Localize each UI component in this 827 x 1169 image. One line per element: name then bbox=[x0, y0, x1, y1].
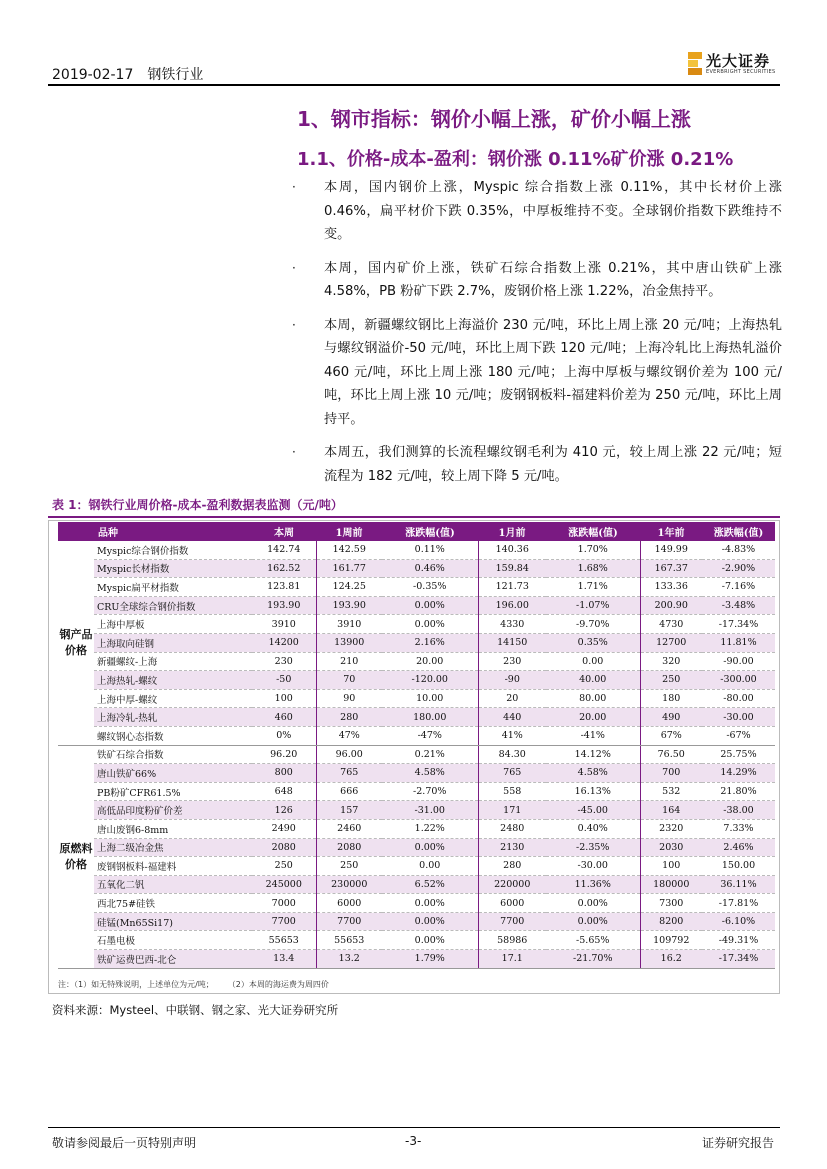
value-cell: 4730 bbox=[640, 615, 702, 634]
value-cell: 3910 bbox=[252, 615, 316, 634]
value-cell: 123.81 bbox=[252, 578, 316, 597]
col-header: 涨跌幅(值) bbox=[702, 522, 775, 541]
row-name-cell: 唐山废钢6-8mm bbox=[94, 819, 252, 838]
value-cell: 157 bbox=[316, 801, 382, 820]
value-cell: 6.52% bbox=[382, 875, 478, 894]
value-cell: 159.84 bbox=[478, 559, 546, 578]
row-name-cell: 铁矿运费巴西-北仑 bbox=[94, 950, 252, 969]
value-cell: 800 bbox=[252, 764, 316, 783]
value-cell: 100 bbox=[252, 689, 316, 708]
value-cell: -2.35% bbox=[546, 838, 640, 857]
value-cell: 36.11% bbox=[702, 875, 775, 894]
value-cell: 532 bbox=[640, 782, 702, 801]
row-name-cell: 硅锰(Mn65Si17) bbox=[94, 912, 252, 931]
value-cell: 230000 bbox=[316, 875, 382, 894]
bullet-dot-icon: · bbox=[292, 445, 296, 459]
value-cell: 76.50 bbox=[640, 745, 702, 764]
value-cell: 1.70% bbox=[546, 541, 640, 559]
value-cell: -67% bbox=[702, 726, 775, 745]
page-number: -3- bbox=[405, 1134, 422, 1148]
row-name-cell: 上海热轧-螺纹 bbox=[94, 671, 252, 690]
bullet-list bbox=[292, 176, 782, 498]
report-date: 2019-02-17 bbox=[52, 67, 134, 83]
value-cell: 0.00% bbox=[382, 838, 478, 857]
value-cell: 140.36 bbox=[478, 541, 546, 559]
value-cell: 14.12% bbox=[546, 745, 640, 764]
value-cell: 7700 bbox=[316, 912, 382, 931]
group-label: 钢产品价格 bbox=[58, 541, 94, 745]
value-cell: 4.58% bbox=[546, 764, 640, 783]
value-cell: 84.30 bbox=[478, 745, 546, 764]
value-cell: 90 bbox=[316, 689, 382, 708]
row-name-cell: 上海中厚-螺纹 bbox=[94, 689, 252, 708]
value-cell: 96.20 bbox=[252, 745, 316, 764]
value-cell: -17.34% bbox=[702, 615, 775, 634]
value-cell: -7.16% bbox=[702, 578, 775, 597]
col-header: 品种 bbox=[58, 522, 252, 541]
value-cell: 4.58% bbox=[382, 764, 478, 783]
value-cell: 0.00 bbox=[546, 652, 640, 671]
bullet-text: 本周，国内矿价上涨，铁矿石综合指数上涨 0.21%，其中唐山铁矿上涨 4.58%，PB 粉矿下跌 2.7%，废钢价格上涨 1.22%，冶金焦持平。 bbox=[324, 260, 782, 299]
value-cell: -3.48% bbox=[702, 596, 775, 615]
value-cell: 14200 bbox=[252, 633, 316, 652]
row-name-cell: Myspic扁平材指数 bbox=[94, 578, 252, 597]
value-cell: 210 bbox=[316, 652, 382, 671]
value-cell: 21.80% bbox=[702, 782, 775, 801]
value-cell: 161.77 bbox=[316, 559, 382, 578]
table-row bbox=[58, 838, 775, 857]
value-cell: 648 bbox=[252, 782, 316, 801]
value-cell: 0.00% bbox=[382, 596, 478, 615]
value-cell: 10.00 bbox=[382, 689, 478, 708]
value-cell: 70 bbox=[316, 671, 382, 690]
value-cell: -90.00 bbox=[702, 652, 775, 671]
value-cell: 67% bbox=[640, 726, 702, 745]
table-row bbox=[58, 950, 775, 969]
table-row bbox=[58, 615, 775, 634]
value-cell: 765 bbox=[316, 764, 382, 783]
value-cell: 11.81% bbox=[702, 633, 775, 652]
page-header bbox=[52, 64, 203, 84]
table-row bbox=[58, 782, 775, 801]
table-row bbox=[58, 633, 775, 652]
value-cell: 230 bbox=[478, 652, 546, 671]
value-cell: 0.00% bbox=[546, 894, 640, 913]
table-row bbox=[58, 559, 775, 578]
note-2: （2）本周的海运费为周四价 bbox=[231, 980, 329, 989]
value-cell: 20.00 bbox=[546, 708, 640, 727]
value-cell: 0.46% bbox=[382, 559, 478, 578]
value-cell: -50 bbox=[252, 671, 316, 690]
value-cell: 0.35% bbox=[546, 633, 640, 652]
value-cell: 167.37 bbox=[640, 559, 702, 578]
value-cell: 17.1 bbox=[478, 950, 546, 969]
row-name-cell: 铁矿石综合指数 bbox=[94, 745, 252, 764]
value-cell: 4330 bbox=[478, 615, 546, 634]
table-row bbox=[58, 726, 775, 745]
group-label: 原燃料价格 bbox=[58, 745, 94, 968]
value-cell: 320 bbox=[640, 652, 702, 671]
col-header: 本周 bbox=[252, 522, 316, 541]
row-name-cell: PB粉矿CFR61.5% bbox=[94, 782, 252, 801]
value-cell: 0% bbox=[252, 726, 316, 745]
value-cell: 41% bbox=[478, 726, 546, 745]
header-rule bbox=[48, 84, 780, 86]
table-caption: 表 1：钢铁行业周价格-成本-盈利数据表监测（元/吨） bbox=[52, 498, 343, 512]
table-row bbox=[58, 931, 775, 950]
footer-report-type: 证券研究报告 bbox=[702, 1136, 775, 1150]
value-cell: 0.00% bbox=[382, 912, 478, 931]
bullet-dot-icon: · bbox=[292, 260, 296, 275]
value-cell: 2480 bbox=[478, 819, 546, 838]
table-row bbox=[58, 541, 775, 559]
value-cell: -0.35% bbox=[382, 578, 478, 597]
value-cell: 126 bbox=[252, 801, 316, 820]
logo-en: EVERBRIGHT SECURITIES bbox=[706, 69, 776, 75]
value-cell: 558 bbox=[478, 782, 546, 801]
table-row bbox=[58, 764, 775, 783]
value-cell: 7.33% bbox=[702, 819, 775, 838]
price-cost-table bbox=[58, 522, 775, 969]
value-cell: 55653 bbox=[252, 931, 316, 950]
value-cell: 700 bbox=[640, 764, 702, 783]
value-cell: 2130 bbox=[478, 838, 546, 857]
value-cell: 124.25 bbox=[316, 578, 382, 597]
section-heading: 1、钢市指标：钢价小幅上涨，矿价小幅上涨 bbox=[297, 107, 691, 131]
value-cell: -21.70% bbox=[546, 950, 640, 969]
value-cell: 1.71% bbox=[546, 578, 640, 597]
table-row bbox=[58, 857, 775, 876]
value-cell: 6000 bbox=[316, 894, 382, 913]
value-cell: 180000 bbox=[640, 875, 702, 894]
bullet-dot-icon: · bbox=[292, 180, 296, 194]
value-cell: -49.31% bbox=[702, 931, 775, 950]
value-cell: 14150 bbox=[478, 633, 546, 652]
table-body bbox=[58, 541, 775, 968]
value-cell: 133.36 bbox=[640, 578, 702, 597]
value-cell: 1.79% bbox=[382, 950, 478, 969]
note-1: 注：（1）如无特殊说明，上述单位为元/吨； bbox=[58, 980, 214, 989]
value-cell: 8200 bbox=[640, 912, 702, 931]
table-header-row bbox=[58, 522, 775, 541]
value-cell: 280 bbox=[316, 708, 382, 727]
value-cell: 16.13% bbox=[546, 782, 640, 801]
value-cell: 121.73 bbox=[478, 578, 546, 597]
value-cell: 6000 bbox=[478, 894, 546, 913]
value-cell: 7700 bbox=[478, 912, 546, 931]
value-cell: 440 bbox=[478, 708, 546, 727]
value-cell: -80.00 bbox=[702, 689, 775, 708]
bullet-text: 本周，国内钢价上涨，Myspic 综合指数上涨 0.11%，其中长材价上涨 0.46%，扁平材价下跌 0.35%，中厚板维持不变。全球钢价指数下跌维持不变。 bbox=[324, 180, 782, 242]
row-name-cell: 上海冷轧-热轧 bbox=[94, 708, 252, 727]
value-cell: -47% bbox=[382, 726, 478, 745]
value-cell: 196.00 bbox=[478, 596, 546, 615]
source-line: 资料来源：Mysteel、中联钢、钢之家、光大证券研究所 bbox=[52, 1003, 339, 1017]
row-name-cell: 高低品印度粉矿价差 bbox=[94, 801, 252, 820]
value-cell: 11.36% bbox=[546, 875, 640, 894]
value-cell: 13.4 bbox=[252, 950, 316, 969]
value-cell: 0.00% bbox=[382, 615, 478, 634]
bullet-text: 本周，新疆螺纹钢比上海溢价 230 元/吨，环比上周上涨 20 元/吨；上海热轧与螺纹钢溢价-50 元/吨，环比上周下跌 120 元/吨；上海冷轧比上海热轧溢价 460 元/吨，环比上周上涨 180 元/吨；上海中厚板与螺纹钢价差为 100 元/吨，环比上周上涨 10 元/吨；废钢钢板料-福建料价差为 250 元/吨，环比上周持平。 bbox=[324, 317, 782, 427]
footer-disclaimer: 敬请参阅最后一页特别声明 bbox=[52, 1136, 197, 1150]
value-cell: -1.07% bbox=[546, 596, 640, 615]
table-row bbox=[58, 671, 775, 690]
value-cell: 100 bbox=[640, 857, 702, 876]
value-cell: 171 bbox=[478, 801, 546, 820]
caption-rule bbox=[48, 516, 780, 518]
bullet-dot-icon: · bbox=[292, 317, 296, 332]
industry-label: 钢铁行业 bbox=[147, 67, 204, 83]
value-cell: -30.00 bbox=[702, 708, 775, 727]
value-cell: 3910 bbox=[316, 615, 382, 634]
table-row bbox=[58, 689, 775, 708]
table-row bbox=[58, 819, 775, 838]
value-cell: 142.74 bbox=[252, 541, 316, 559]
value-cell: -17.34% bbox=[702, 950, 775, 969]
row-name-cell: CRU全球综合钢价指数 bbox=[94, 596, 252, 615]
col-header: 涨跌幅(值) bbox=[546, 522, 640, 541]
value-cell: -300.00 bbox=[702, 671, 775, 690]
value-cell: 250 bbox=[640, 671, 702, 690]
row-name-cell: 废钢钢板料-福建料 bbox=[94, 857, 252, 876]
value-cell: 25.75% bbox=[702, 745, 775, 764]
value-cell: 0.00% bbox=[382, 894, 478, 913]
value-cell: 150.00 bbox=[702, 857, 775, 876]
value-cell: 80.00 bbox=[546, 689, 640, 708]
bullet-item bbox=[292, 176, 782, 247]
value-cell: 490 bbox=[640, 708, 702, 727]
value-cell: 180.00 bbox=[382, 708, 478, 727]
value-cell: 0.21% bbox=[382, 745, 478, 764]
value-cell: 220000 bbox=[478, 875, 546, 894]
value-cell: 2.46% bbox=[702, 838, 775, 857]
value-cell: 164 bbox=[640, 801, 702, 820]
value-cell: 2460 bbox=[316, 819, 382, 838]
row-name-cell: 石墨电极 bbox=[94, 931, 252, 950]
value-cell: 250 bbox=[252, 857, 316, 876]
value-cell: 12700 bbox=[640, 633, 702, 652]
bullet-item bbox=[292, 257, 782, 304]
value-cell: 162.52 bbox=[252, 559, 316, 578]
value-cell: -4.83% bbox=[702, 541, 775, 559]
value-cell: 13.2 bbox=[316, 950, 382, 969]
value-cell: -5.65% bbox=[546, 931, 640, 950]
value-cell: -9.70% bbox=[546, 615, 640, 634]
value-cell: 0.11% bbox=[382, 541, 478, 559]
value-cell: 200.90 bbox=[640, 596, 702, 615]
value-cell: 1.68% bbox=[546, 559, 640, 578]
row-name-cell: 五氧化二钒 bbox=[94, 875, 252, 894]
table-row bbox=[58, 708, 775, 727]
table-row bbox=[58, 912, 775, 931]
everbright-logo bbox=[688, 52, 775, 76]
value-cell: 245000 bbox=[252, 875, 316, 894]
value-cell: -31.00 bbox=[382, 801, 478, 820]
value-cell: -90 bbox=[478, 671, 546, 690]
logo-mark-icon bbox=[688, 52, 702, 76]
value-cell: 2320 bbox=[640, 819, 702, 838]
table-row bbox=[58, 894, 775, 913]
logo-cn: 光大证券 bbox=[706, 52, 771, 70]
value-cell: 250 bbox=[316, 857, 382, 876]
value-cell: 20.00 bbox=[382, 652, 478, 671]
row-name-cell: 上海取向硅钢 bbox=[94, 633, 252, 652]
value-cell: -30.00 bbox=[546, 857, 640, 876]
col-header: 1年前 bbox=[640, 522, 702, 541]
value-cell: 7300 bbox=[640, 894, 702, 913]
value-cell: 193.90 bbox=[316, 596, 382, 615]
subsection-heading: 1.1、价格-成本-盈利：钢价涨 0.11%矿价涨 0.21% bbox=[297, 149, 734, 170]
value-cell: 142.59 bbox=[316, 541, 382, 559]
value-cell: 96.00 bbox=[316, 745, 382, 764]
col-header: 涨跌幅(值) bbox=[382, 522, 478, 541]
value-cell: 1.22% bbox=[382, 819, 478, 838]
table-row bbox=[58, 745, 775, 764]
value-cell: 280 bbox=[478, 857, 546, 876]
value-cell: 0.00% bbox=[382, 931, 478, 950]
value-cell: 55653 bbox=[316, 931, 382, 950]
table-row bbox=[58, 578, 775, 597]
value-cell: 109792 bbox=[640, 931, 702, 950]
value-cell: 7700 bbox=[252, 912, 316, 931]
row-name-cell: Myspic综合钢价指数 bbox=[94, 541, 252, 559]
value-cell: -120.00 bbox=[382, 671, 478, 690]
value-cell: 2490 bbox=[252, 819, 316, 838]
value-cell: 16.2 bbox=[640, 950, 702, 969]
bullet-item bbox=[292, 441, 782, 488]
value-cell: 14.29% bbox=[702, 764, 775, 783]
footer-rule bbox=[48, 1127, 780, 1128]
row-name-cell: 新疆螺纹-上海 bbox=[94, 652, 252, 671]
value-cell: 58986 bbox=[478, 931, 546, 950]
row-name-cell: 上海二级冶金焦 bbox=[94, 838, 252, 857]
value-cell: 40.00 bbox=[546, 671, 640, 690]
col-header: 1周前 bbox=[316, 522, 382, 541]
row-name-cell: 上海中厚板 bbox=[94, 615, 252, 634]
value-cell: 20 bbox=[478, 689, 546, 708]
table-row bbox=[58, 801, 775, 820]
bullet-text: 本周五，我们测算的长流程螺纹钢毛利为 410 元，较上周上涨 22 元/吨；短流程为 182 元/吨，较上周下降 5 元/吨。 bbox=[324, 445, 782, 484]
bullet-item bbox=[292, 314, 782, 432]
value-cell: 2080 bbox=[316, 838, 382, 857]
value-cell: 193.90 bbox=[252, 596, 316, 615]
value-cell: -38.00 bbox=[702, 801, 775, 820]
row-name-cell: 唐山铁矿66% bbox=[94, 764, 252, 783]
value-cell: 460 bbox=[252, 708, 316, 727]
value-cell: 149.99 bbox=[640, 541, 702, 559]
value-cell: 2.16% bbox=[382, 633, 478, 652]
value-cell: 2030 bbox=[640, 838, 702, 857]
value-cell: -45.00 bbox=[546, 801, 640, 820]
value-cell: -2.90% bbox=[702, 559, 775, 578]
table-row bbox=[58, 875, 775, 894]
row-name-cell: 西北75#硅铁 bbox=[94, 894, 252, 913]
value-cell: 47% bbox=[316, 726, 382, 745]
value-cell: 2080 bbox=[252, 838, 316, 857]
value-cell: 0.40% bbox=[546, 819, 640, 838]
value-cell: 765 bbox=[478, 764, 546, 783]
table-note bbox=[58, 979, 347, 990]
table-row bbox=[58, 596, 775, 615]
row-name-cell: Myspic长材指数 bbox=[94, 559, 252, 578]
row-name-cell: 螺纹钢心态指数 bbox=[94, 726, 252, 745]
value-cell: -2.70% bbox=[382, 782, 478, 801]
value-cell: 0.00% bbox=[546, 912, 640, 931]
value-cell: 13900 bbox=[316, 633, 382, 652]
value-cell: -17.81% bbox=[702, 894, 775, 913]
col-header: 1月前 bbox=[478, 522, 546, 541]
value-cell: 180 bbox=[640, 689, 702, 708]
value-cell: -41% bbox=[546, 726, 640, 745]
value-cell: 666 bbox=[316, 782, 382, 801]
table-row bbox=[58, 652, 775, 671]
value-cell: -6.10% bbox=[702, 912, 775, 931]
value-cell: 230 bbox=[252, 652, 316, 671]
value-cell: 7000 bbox=[252, 894, 316, 913]
value-cell: 0.00 bbox=[382, 857, 478, 876]
